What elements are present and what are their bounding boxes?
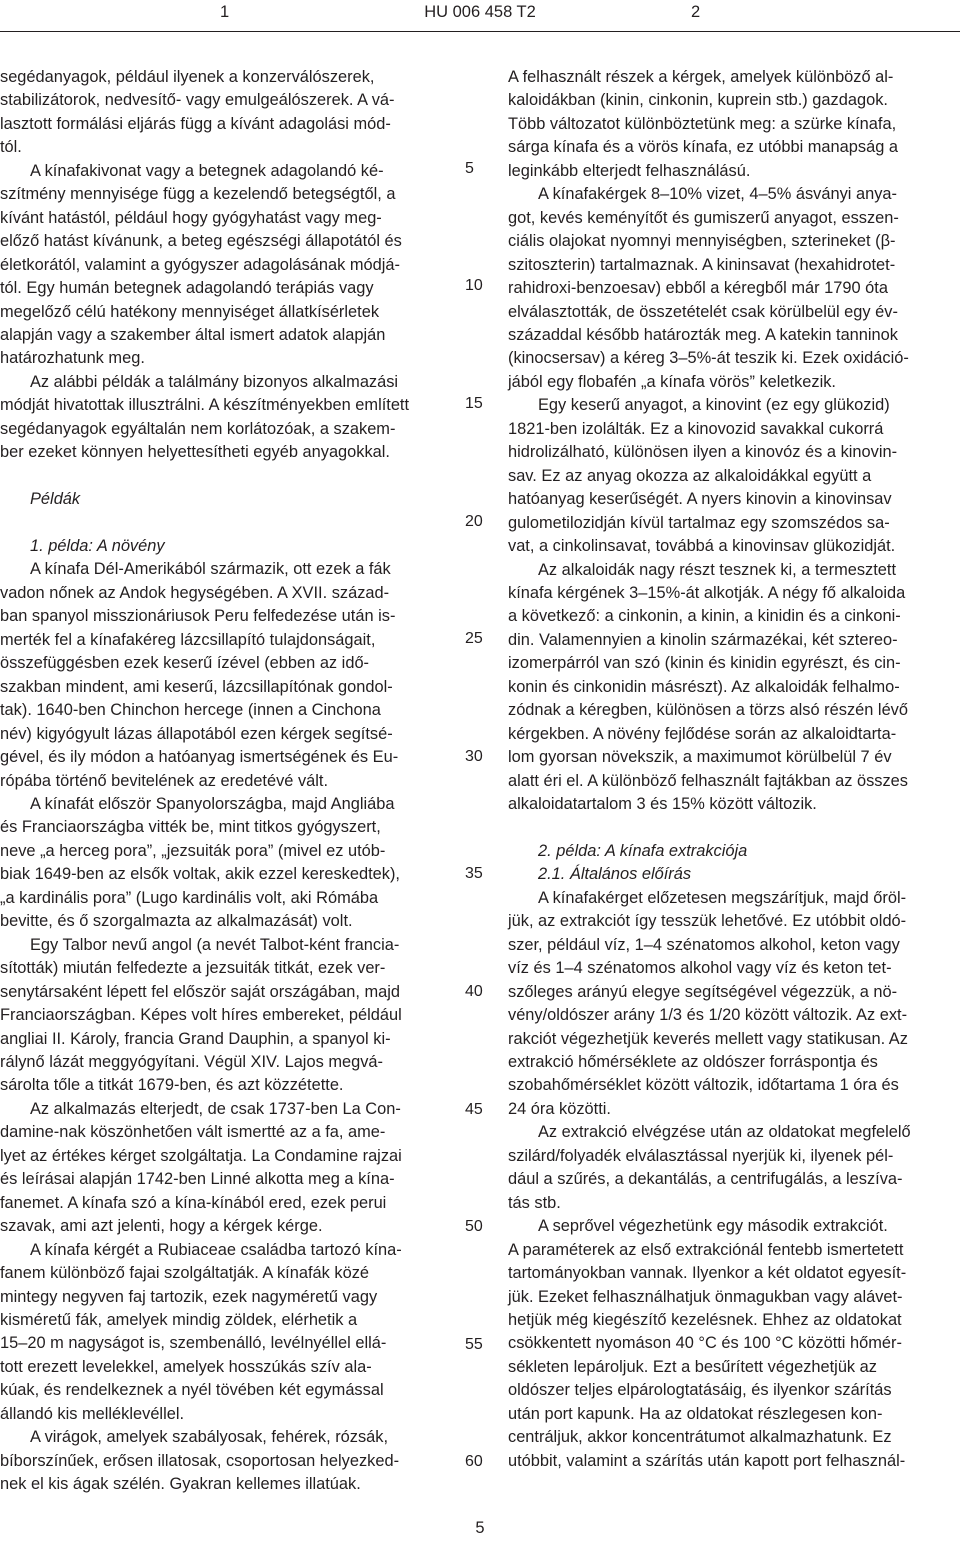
- line-number: 5: [465, 160, 474, 177]
- section-heading-general: 2.1. Általános előírás: [538, 865, 692, 884]
- paragraph: A virágok, amelyek szabályosak, fehérek, rózsák, bíborszínűek, erősen illatosak, csoportosan helyezked- nek el kis ágak szélén. Gyakran kellemes illatúak.: [0, 1428, 400, 1494]
- paragraph: A kínafakérgek 8–10% vizet, 4–5% ásványi anya- got, kevés keményítőt és gumiszerű anyagot, esszen- ciális olajokat nyomnyi mennyiségben, szterineket (β- szitoszterin) tartalmaznak. A kininsavat (hexahidrotet- rahidroxi-benzoesav) ebből a kéregből már 1790 óta elválasztották, de összetételét csak körülbelül egy év- századdal később határozták meg. A katekin tanninok (kinocsersav) a kéreg 3–5%-át teszik ki. Ezek oxidáció- jából egy flobafén „a kínafa vörös” keletkezik.: [508, 185, 909, 391]
- paragraph: A kínafát először Spanyolországba, majd Angliába és Franciaországba vitték be, mint titkos gyógyszert, neve „a herceg pora”, „jezsuiták pora” (mivel ez utób- biak 1649-ben az elsők voltak, akik ezzel kereskedtek), „a kardinális pora” (Lugo kardinális volt, aki Rómába bevitte, és ő szorgalmazta az alkalmazását) volt.: [0, 795, 400, 931]
- line-number: 60: [465, 1453, 483, 1470]
- line-number: 45: [465, 1101, 483, 1118]
- paragraph: segédanyagok, például ilyenek a konzerválószerek, stabilizátorok, nedvesítő- vagy emulgeálószerek. A vá- lasztott formálási eljárás függ a kívánt adagolási mód- tól.: [0, 68, 395, 157]
- line-number: 10: [465, 277, 483, 294]
- paragraph: A kínafa kérgét a Rubiaceae családba tartozó kína- fanem különböző fajai szolgáltatják. A kínafák közé mintegy negyven faj tartozik, ezek nagyméretű vagy kisméretű fák, amelyek mindig zöldek, elérhetik a 15–20 m nagyságot is, szembenálló, levélnyéllel ellá- tott erezett levelekkel, amelyek hosszúkás szív ala- kúak, és rendelkeznek a nyél tövében két egymással állandó kis melléklevéllel.: [0, 1240, 402, 1423]
- line-number: 20: [465, 513, 483, 530]
- paragraph: A felhasznált részek a kérgek, amelyek különböző al- kaloidákban (kinin, cinkonin, kuprein stb.) gazdagok. Több változatot különböztetünk meg: a szürke kínafa, sárga kínafa és a vörös kínafa, ez utóbbi manapság a leginkább elterjedt felhasználású.: [508, 68, 898, 180]
- line-number: 55: [465, 1336, 483, 1353]
- line-number: 30: [465, 748, 483, 765]
- spacer: [0, 465, 452, 488]
- paragraph: Az alkalmazás elterjedt, de csak 1737-ben La Con- damine-nak köszönhetően vált ismertté az a fa, ame- lyet az értékes kérget szolgáltatja. La Condamine rajzai és leírásai alapján 1742-ben Linné alkotta meg a kína- fanemet. A kínafa szó a kína-kínából ered, ezek perui szavak, ami azt jelenti, hogy a kérgek kérge.: [0, 1099, 402, 1236]
- section-heading-example-2: 2. példa: A kínafa extrakciója: [538, 841, 748, 860]
- page-number-left: 1: [220, 3, 230, 21]
- section-heading-examples: Példák: [30, 490, 81, 509]
- section-heading-example-1: 1. példa: A növény: [30, 537, 165, 556]
- paragraph: Az extrakció elvégzése után az oldatokat megfelelő szilárd/folyadék elválasztással nyerjük ki, ilyenek pél- dául a szűrés, a dekantálás, a centrifugálás, a leszíva- tás stb.: [508, 1123, 911, 1212]
- footer-page-number: 5: [475, 1519, 485, 1537]
- paragraph: A kínafakivonat vagy a betegnek adagolandó ké- szítmény mennyisége függ a kezelendő betegségtől, a kívánt hatástól, például hogy gyógyhatást vagy meg- előző hatást kívánunk, a beteg egészségi állapotától és életkorától, valamint a gyógyszer adagolásának módjá- tól. Egy humán betegnek adagolandó terápiás vagy megelőző célú hatékony mennyiséget állatkísérletek alapján vagy a szakember által ismert adatok alapján határozhatunk meg.: [0, 161, 402, 368]
- line-number: 25: [465, 630, 483, 647]
- header-rule: [0, 31, 960, 32]
- line-number: 15: [465, 395, 483, 412]
- paragraph: A seprővel végezhetünk egy második extrakciót. A paraméterek az első extrakciónál fentebb ismertetett tartományokban vannak. Ilyenkor a két oldatot egyesít- jük. Ezeket felhasználhatjuk önmagukban vagy alávet- hetjük még kiegészítő kezelésnek. Ehhez az oldatokat csökkentett nyomáson 40 °C és 100 °C közötti hőmér- sékleten lepároljuk. Ezt a besűrített végezhetjük az oldószer teljes elpárologtatásáig, és ilyenkor szárítás után port kapunk. Ha az oldatokat részlegesen kon- centráljuk, akkor koncentrátumot alkalmazhatunk. Ez utóbbit, valamint a szárítás után kapott port felhasznál-: [508, 1217, 907, 1470]
- line-number: 35: [465, 865, 483, 882]
- spacer: [508, 817, 960, 840]
- line-number: 50: [465, 1218, 483, 1235]
- spacer: [0, 512, 452, 535]
- paragraph: A kínafakérget előzetesen megszárítjuk, majd őröl- jük, az extrakciót így tesszük lehetővé. Ez utóbbit oldó- szer, például víz, 1–4 szénatomos alkohol, keton vagy víz és 1–4 szénatomos alkohol vagy víz és keton tet- szőleges arányú elegye segítségével végezzük, a nö- vény/oldószer arány 1/3 és 1/20 között változik. Az ext- rakciót végezhetjük keverés mellett vagy statikusan. Az extrakció hőmérséklete az oldószer forráspontja és szobahőmérséklet között változik, időtartama 1 óra és 24 óra közötti.: [508, 888, 908, 1118]
- paragraph: Egy Talbor nevű angol (a nevét Talbot-ként francia- sították) miután felfedezte a jezsuiták titkát, ezek ver- senytársaként lépett fel először saját országában, majd Franciaországban. Képes volt híres embereket, például angliai II. Károly, francia Grand Dauphin, a spanyol ki- rálynő lázát meggyógyítani. Végül XIV. Lajos megvá- sárolta tőle a titkát 1679-ben, és azt közzétette.: [0, 935, 402, 1095]
- document-id: HU 006 458 T2: [424, 3, 536, 21]
- right-column: [508, 66, 960, 1473]
- line-number: 40: [465, 983, 483, 1000]
- paragraph: Az alkaloidák nagy részt tesznek ki, a termesztett kínafa kérgének 3–15%-át alkotják. A négy fő alkaloida a következő: a cinkonin, a kinin, a kinidin és a cinkoni- din. Valamennyien a kinolin származékai, két sztereo- izomerpárról van szó (kinin és kinidin egyrészt, és cin- konin és cinkonidin másrészt). Az alkaloidák felhalmo- zódnak a kéregben, különösen a törzs alsó részén lévő kérgekben. A növény fejlődése során az alkaloidtarta- lom gyorsan növekszik, a maximumot körülbelül 7 év alatt éri el. A különböző felhasznált fajtákban az összes alkaloidatartalom 3 és 15% között változik.: [508, 560, 908, 814]
- paragraph: Egy keserű anyagot, a kinovint (ez egy glükozid) 1821-ben izolálták. Ez a kinovozid savakkal cukorrá hidrolizálható, különösen ilyen a kinovóz és a kinovin- sav. Ez az anyag okozza az alkaloidákkal együtt a hatóanyag keserűségét. A nyers kinovin a kinovinsav gulometilozidján kívül tartalmaz egy szomszédos sa- vat, a cinkolinsavat, továbbá a kinovinsav glükozidját.: [508, 396, 898, 556]
- left-column: [0, 66, 452, 1497]
- page-number-right: 2: [691, 3, 701, 21]
- paragraph: Az alábbi példák a találmány bizonyos alkalmazási módját hivatottak illusztrálni. A készítményekben említett segédanyagok egyáltalán nem korlátozóak, a szakem- ber ezeket könnyen helyettesítheti egyéb anyagokkal.: [0, 372, 410, 462]
- paragraph: A kínafa Dél-Amerikából származik, ott ezek a fák vadon nőnek az Andok hegységében. A XVII. század- ban spanyol misszionáriusok Peru felfedezése után is- merték fel a kínafakéreg lázcsillapító tulajdonságait, összefüggésben ezek keserű ízével (ebben az idő- szakban mindent, ami keserű, lázcsillapítónak gondol- tak). 1640-ben Chinchon hercege (innen a Cinchona név) kigyógyult lázas állapotából ezen kérgek segítsé- gével, és ily módon a hatóanyag ismertségének és Eu- rópába történő bevitelének az eredetévé vált.: [0, 560, 399, 790]
